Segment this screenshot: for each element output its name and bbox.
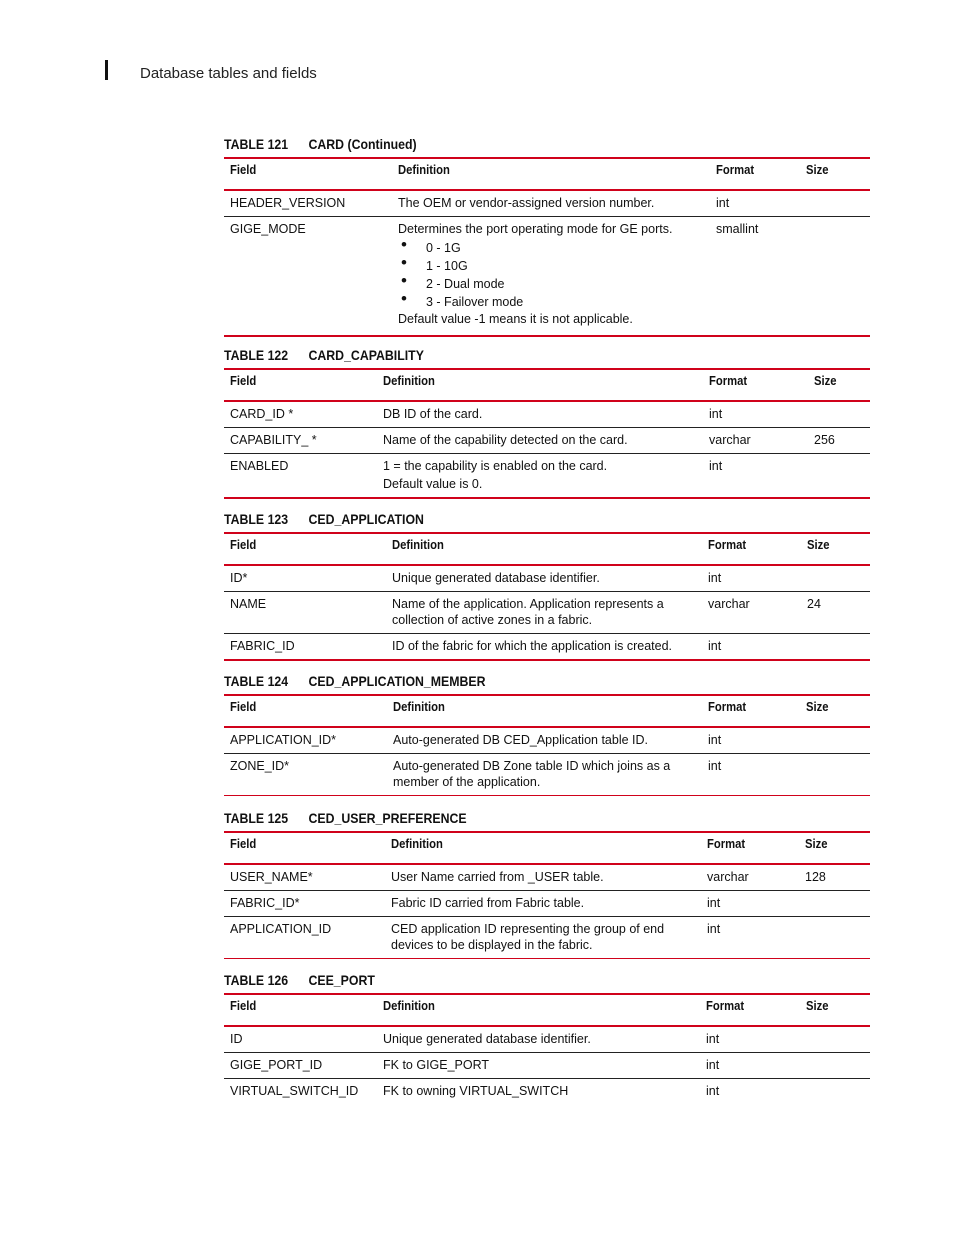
table-row xyxy=(224,454,870,499)
cell-field: GIGE_PORT_ID xyxy=(224,1053,377,1079)
cell-format: int xyxy=(702,565,801,592)
table-row xyxy=(224,1053,870,1079)
list-item: • 1 - 10G xyxy=(398,257,704,275)
col-size: Size xyxy=(800,158,870,190)
col-field: Field xyxy=(224,832,385,864)
cell-format: int xyxy=(701,891,799,917)
cell-definition: The OEM or vendor-assigned version number. xyxy=(392,190,710,217)
table-title: CED_APPLICATION xyxy=(308,511,424,527)
col-size: Size xyxy=(801,533,870,565)
col-field: Field xyxy=(224,158,392,190)
list-item: • 2 - Dual mode xyxy=(398,275,704,293)
definition-intro: Determines the port operating mode for GE ports. xyxy=(398,222,673,236)
definition-line: Default value is 0. xyxy=(383,477,483,491)
table-row xyxy=(224,428,870,454)
cell-format: varchar xyxy=(703,428,808,454)
cell-field: GIGE_MODE xyxy=(224,217,392,337)
list-item: • 3 - Failover mode xyxy=(398,293,704,311)
table-row xyxy=(224,1079,870,1105)
col-definition: Definition xyxy=(386,533,702,565)
table-row xyxy=(224,190,870,217)
table-number: TABLE 123 xyxy=(224,511,289,527)
table-number: TABLE 124 xyxy=(224,673,289,689)
cell-definition xyxy=(392,217,710,337)
cell-definition: Name of the capability detected on the card. xyxy=(377,428,703,454)
col-definition: Definition xyxy=(387,695,702,727)
table-126 xyxy=(224,993,870,1104)
cell-definition: Auto-generated DB CED_Application table ID. xyxy=(387,727,702,754)
cell-field: ID xyxy=(224,1026,377,1053)
cell-format: int xyxy=(703,401,808,428)
cell-format: varchar xyxy=(701,864,799,891)
cell-size xyxy=(801,565,870,592)
cell-field: FABRIC_ID xyxy=(224,634,386,661)
cell-size xyxy=(800,1079,870,1105)
table-row xyxy=(224,917,870,959)
col-field: Field xyxy=(224,533,386,565)
table-125 xyxy=(224,831,870,959)
table-header-row xyxy=(224,832,870,864)
definition-line: 1 = the capability is enabled on the card. xyxy=(383,459,608,473)
col-field: Field xyxy=(224,369,377,401)
table-124 xyxy=(224,694,870,796)
table-number: TABLE 121 xyxy=(224,136,289,152)
cell-field: VIRTUAL_SWITCH_ID xyxy=(230,1084,359,1098)
cell-definition: ID of the fabric for which the application is created. xyxy=(386,634,702,661)
cell-definition: DB ID of the card. xyxy=(377,401,703,428)
table-number: TABLE 125 xyxy=(224,810,289,826)
col-definition: Definition xyxy=(377,994,700,1026)
table-row xyxy=(224,217,870,337)
cell-field: CARD_ID * xyxy=(224,401,377,428)
table-title: CEE_PORT xyxy=(308,972,375,988)
table-header-row xyxy=(224,695,870,727)
cell-size xyxy=(808,401,870,428)
table-row xyxy=(224,1026,870,1053)
table-number: TABLE 122 xyxy=(224,347,289,363)
table-row xyxy=(224,891,870,917)
cell-definition: CED application ID representing the group of end devices to be displayed in the fabric. xyxy=(385,917,701,959)
table-124-caption xyxy=(224,673,486,689)
cell-size xyxy=(799,891,870,917)
table-row xyxy=(224,754,870,796)
cell-definition: User Name carried from _USER table. xyxy=(385,864,701,891)
table-title: CARD_CAPABILITY xyxy=(308,347,424,363)
col-size: Size xyxy=(799,832,870,864)
default-note: Default value -1 means it is not applicable. xyxy=(398,312,633,326)
cell-field: HEADER_VERSION xyxy=(224,190,392,217)
table-row xyxy=(224,634,870,661)
col-format: Format xyxy=(702,533,801,565)
cell-format: int xyxy=(710,190,800,217)
table-header-row xyxy=(224,994,870,1026)
table-row xyxy=(224,401,870,428)
table-title: CED_USER_PREFERENCE xyxy=(308,810,467,826)
table-header-row xyxy=(224,158,870,190)
cell-definition: Auto-generated DB Zone table ID which joins as a member of the application. xyxy=(387,754,702,796)
cell-format: int xyxy=(702,727,800,754)
table-header-row xyxy=(224,369,870,401)
cell-field: APPLICATION_ID xyxy=(224,917,385,959)
table-123 xyxy=(224,532,870,661)
table-126-caption xyxy=(224,972,375,988)
cell-size: 128 xyxy=(799,864,870,891)
cell-size xyxy=(808,454,870,499)
cell-size: 256 xyxy=(808,428,870,454)
col-size: Size xyxy=(800,695,870,727)
cell-field: USER_NAME* xyxy=(224,864,385,891)
list-item: • 0 - 1G xyxy=(398,239,704,257)
cell-field: CAPABILITY_ * xyxy=(224,428,377,454)
col-definition: Definition xyxy=(377,369,703,401)
cell-field: ENABLED xyxy=(224,454,377,499)
change-bar xyxy=(105,60,108,80)
cell-size xyxy=(800,1026,870,1053)
cell-size: 24 xyxy=(801,592,870,634)
cell-definition: FK to owning VIRTUAL_SWITCH xyxy=(383,1084,569,1098)
col-size: Size xyxy=(808,369,870,401)
table-row xyxy=(224,565,870,592)
table-header-row xyxy=(224,533,870,565)
cell-field: ID* xyxy=(224,565,386,592)
mode-list xyxy=(398,239,704,311)
cell-format: varchar xyxy=(702,592,801,634)
table-122 xyxy=(224,368,870,499)
cell-definition: Fabric ID carried from Fabric table. xyxy=(385,891,701,917)
cell-size xyxy=(800,727,870,754)
table-row xyxy=(224,864,870,891)
col-field: Field xyxy=(224,994,377,1026)
table-121-caption xyxy=(224,136,417,152)
cell-format: int xyxy=(702,634,801,661)
col-definition: Definition xyxy=(385,832,701,864)
cell-definition: Unique generated database identifier. xyxy=(386,565,702,592)
cell-format: int xyxy=(703,454,808,499)
cell-size xyxy=(801,634,870,661)
table-121 xyxy=(224,157,870,337)
cell-definition: Name of the application. Application represents a collection of active zones in a fabric. xyxy=(386,592,702,634)
cell-size xyxy=(800,754,870,796)
col-definition: Definition xyxy=(392,158,710,190)
table-125-caption xyxy=(224,810,467,826)
col-format: Format xyxy=(701,832,799,864)
table-row xyxy=(224,727,870,754)
cell-format: int xyxy=(701,917,799,959)
cell-format: smallint xyxy=(710,217,800,337)
cell-field: APPLICATION_ID* xyxy=(224,727,387,754)
table-title: CED_APPLICATION_MEMBER xyxy=(308,673,486,689)
table-title: CARD (Continued) xyxy=(308,136,417,152)
cell-size xyxy=(800,190,870,217)
col-format: Format xyxy=(702,695,800,727)
col-field: Field xyxy=(224,695,387,727)
cell-size xyxy=(799,917,870,959)
table-122-caption xyxy=(224,347,424,363)
cell-field: FABRIC_ID* xyxy=(224,891,385,917)
cell-definition: FK to GIGE_PORT xyxy=(377,1053,700,1079)
cell-format: int xyxy=(700,1026,800,1053)
cell-field: NAME xyxy=(224,592,386,634)
col-format: Format xyxy=(703,369,808,401)
cell-definition xyxy=(377,454,703,499)
cell-size xyxy=(800,217,870,337)
cell-field: ZONE_ID* xyxy=(224,754,387,796)
col-format: Format xyxy=(710,158,800,190)
col-size: Size xyxy=(800,994,870,1026)
running-header: Database tables and fields xyxy=(140,65,317,82)
cell-definition: Unique generated database identifier. xyxy=(377,1026,700,1053)
col-format: Format xyxy=(700,994,800,1026)
table-row xyxy=(224,592,870,634)
cell-format: int xyxy=(706,1084,720,1098)
table-123-caption xyxy=(224,511,424,527)
table-number: TABLE 126 xyxy=(224,972,289,988)
cell-format: int xyxy=(702,754,800,796)
cell-size xyxy=(800,1053,870,1079)
cell-format: int xyxy=(700,1053,800,1079)
